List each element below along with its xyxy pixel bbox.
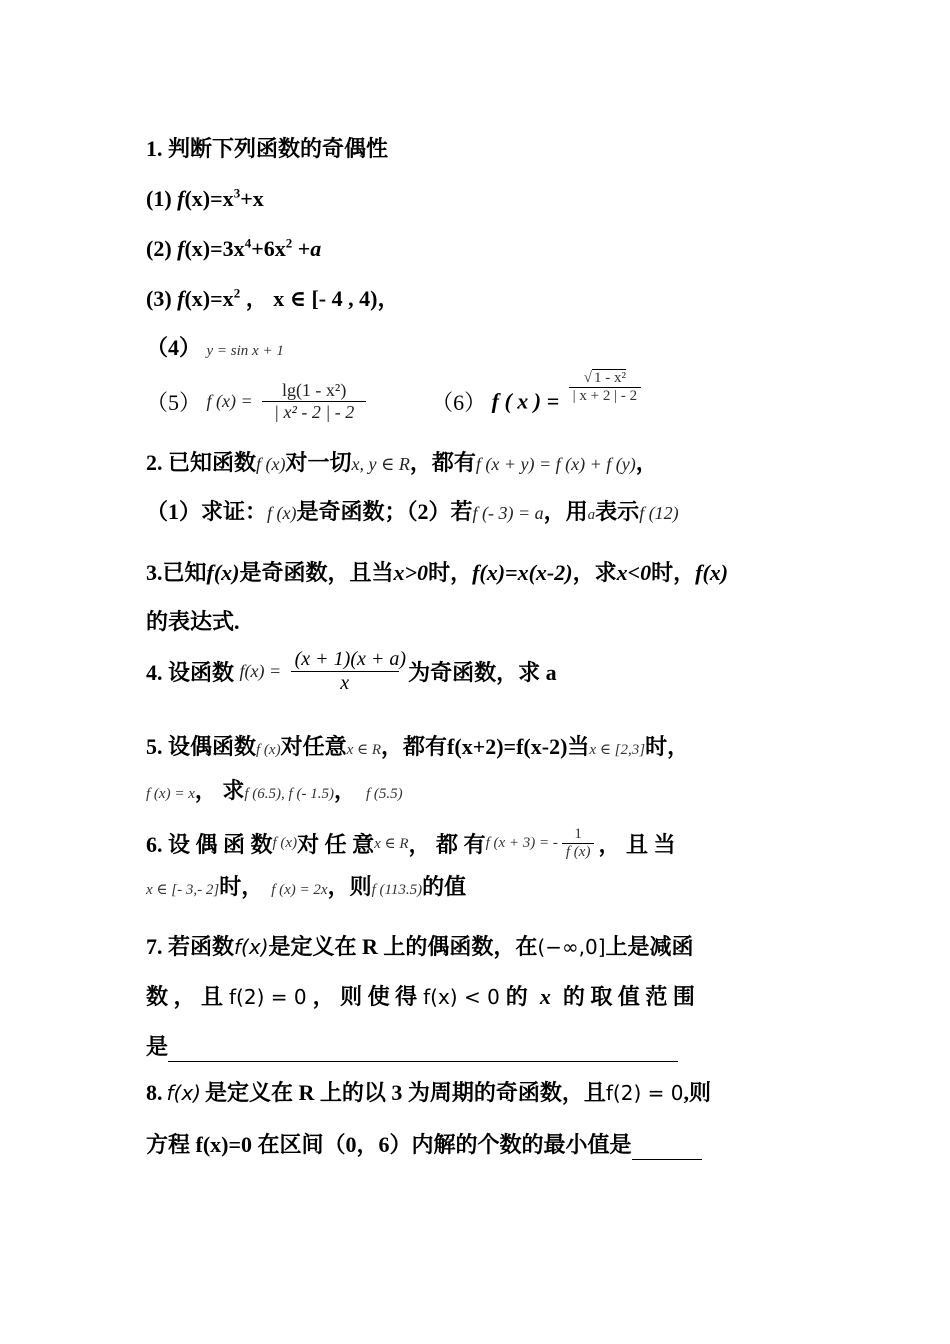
q4-lhs: f(x) = xyxy=(239,661,282,681)
q2-target: f (12) xyxy=(639,503,679,523)
q1-part1-f: f xyxy=(177,186,185,211)
q5-domain: x ∈ R xyxy=(346,742,382,758)
q5-condition: ，都有f(x+2)=f(x-2)当 xyxy=(381,734,590,759)
q8-then-text: ,则 xyxy=(683,1080,711,1105)
q7-decreasing-text: 上是减函 xyxy=(605,934,694,959)
q1-part4-expr: y = sin x + 1 xyxy=(206,343,284,359)
q8-condition: f(2) = 0 xyxy=(605,1081,684,1105)
q1-part2-exp1: 4 xyxy=(244,235,252,251)
q1-part2-plus: + xyxy=(292,236,311,261)
q5-comma: ， xyxy=(333,778,356,803)
q3-eq: f(x)=x(x-2) xyxy=(472,560,573,585)
q4-line xyxy=(146,648,557,695)
q1-title: 1. 判断下列函数的奇偶性 xyxy=(146,136,389,161)
q1-part1-tail: +x xyxy=(240,186,264,211)
q3-intro: 3.已知 xyxy=(146,560,207,585)
q1-part3-expr: (x)=x xyxy=(184,286,234,311)
q3-f2: f(x) xyxy=(695,560,729,585)
q6-value: f (113.5) xyxy=(371,882,423,898)
q1-part2-label: (2) xyxy=(146,236,178,261)
q7-intro: 7. 若函数 xyxy=(146,934,235,959)
q7-answer-blank[interactable] xyxy=(168,1037,678,1062)
q1-part5-label: （5） xyxy=(146,390,202,415)
q3-when-text-2: 时， xyxy=(651,560,696,585)
q6-has-text: ， 都 有 xyxy=(408,832,486,857)
q3-odd-text: 是奇函数，且当 xyxy=(239,560,394,585)
q4-tail: 为奇函数，求 a xyxy=(408,660,557,685)
q5-line1 xyxy=(146,732,689,765)
q6-intro: 6. 设 偶 函 数 xyxy=(146,832,273,857)
q5-def: f (x) = x xyxy=(146,786,195,802)
q8-periodic-text: 是定义在 R 上的以 3 为周期的奇函数，且 xyxy=(204,1080,606,1105)
q1-part6-fraction xyxy=(569,370,641,405)
q7-condition: f(2) = 0 xyxy=(229,985,307,1009)
q1-part6-lhs: f ( x ) = xyxy=(491,388,560,414)
q3-find-text: ，求 xyxy=(572,560,617,585)
q2-equation: f (x + y) = f (x) + f (y) xyxy=(475,454,636,474)
q1-part6-numerator: √ 1 - x² xyxy=(569,370,641,388)
q7-line2 xyxy=(146,982,695,1012)
q8-answer-blank[interactable] xyxy=(632,1135,702,1160)
q1-part6-sqrt: 1 - x² xyxy=(594,370,627,386)
q2-line1 xyxy=(146,448,658,479)
q1-part3-f: f xyxy=(177,286,185,311)
q8-question: 方程 f(x)=0 在区间（0，6）内解的个数的最小值是 xyxy=(146,1132,632,1157)
q7-line1 xyxy=(146,932,694,962)
q1-part3-label: (3) xyxy=(146,286,178,311)
q6-fraction xyxy=(562,826,595,861)
q3-cond1: x>0 xyxy=(393,560,429,585)
q1-part2 xyxy=(146,234,321,264)
q3-line1 xyxy=(146,558,728,588)
q5-values: f (6.5), f (- 1.5) xyxy=(244,786,334,802)
q2-intro: 2. 已知函数 xyxy=(146,450,257,475)
q1-part2-f: f xyxy=(177,236,185,261)
q6-lhs: f (x + 3) = - xyxy=(485,835,558,851)
q3-line2: 的表达式. xyxy=(146,609,240,634)
q1-part5-fraction xyxy=(262,380,366,423)
q8-line1 xyxy=(146,1078,711,1108)
q5-intro: 5. 设偶函数 xyxy=(146,734,257,759)
q7-make-text: ， 则 使 得 xyxy=(312,984,418,1009)
q6-line2 xyxy=(146,872,466,905)
q6-domain: x ∈ R xyxy=(374,836,409,852)
q8-line2 xyxy=(146,1130,702,1160)
q2-comma: ， xyxy=(635,450,658,475)
q7-and-text: 数 ， 且 xyxy=(146,984,224,1009)
q1-part5-lhs: f (x) = xyxy=(206,391,253,411)
q7-range-text: 的 取 值 范 围 xyxy=(562,984,695,1009)
q1-part4 xyxy=(146,333,284,366)
q6-range: x ∈ [- 3,- 2] xyxy=(146,882,220,898)
q2-express-text: 表示 xyxy=(595,499,640,524)
q5-find-text: ， 求 xyxy=(194,778,245,803)
q5-last-value: f (5.5) xyxy=(365,786,403,802)
q7-interval: (−∞,0] xyxy=(537,935,606,959)
q1-part5-denominator: | x² - 2 | - 2 xyxy=(274,402,355,422)
q6-any-text: 对 任 意 xyxy=(297,832,375,857)
q1-part2-a: a xyxy=(310,236,322,261)
q2-odd-function-text: 是奇函数；（2）若 xyxy=(296,499,473,524)
q1-part2-exp2: 2 xyxy=(285,235,293,251)
q1-part6-denominator: | x + 2 | - 2 xyxy=(572,388,638,404)
q1-part2-mid: +6x xyxy=(251,236,286,261)
q6-line1 xyxy=(146,826,675,861)
q5-when-text: 时， xyxy=(645,734,690,759)
q1-part1-expr: (x)=x xyxy=(184,186,234,211)
q5-any-text: 对任意 xyxy=(280,734,347,759)
q2-a-var: a xyxy=(587,507,596,523)
q2-function: f (x) xyxy=(256,454,286,474)
q2-line2 xyxy=(146,497,679,530)
q1-part5-6 xyxy=(146,370,645,423)
q6-function: f (x) xyxy=(272,835,298,851)
q6-tail: 的值 xyxy=(422,874,467,899)
q3-f1: f(x) xyxy=(206,560,240,585)
q1-part3-tail: ， x ∈ [- 4 , 4)， xyxy=(240,286,400,311)
q1-part6-label: （6） xyxy=(431,390,487,415)
q6-then-text: ，则 xyxy=(327,874,372,899)
q2-text-for-all: 对一切 xyxy=(285,450,352,475)
q5-line2 xyxy=(146,776,403,809)
q6-denominator: f (x) xyxy=(565,844,591,860)
q4-intro: 4. 设函数 xyxy=(146,660,235,685)
q1-part1-label: (1) xyxy=(146,186,178,211)
q3-when-text: 时， xyxy=(428,560,473,585)
q4-numerator: (x + 1)(x + a) xyxy=(291,648,399,672)
q6-when-text: ， 且 当 xyxy=(598,832,676,857)
q3-cond2: x<0 xyxy=(616,560,652,585)
q2-prove: （1）求证： xyxy=(146,499,268,524)
q7-even-text: 是定义在 R 上的偶函数，在 xyxy=(268,934,538,959)
q8-function: f(x) xyxy=(166,1081,201,1105)
q1-part3 xyxy=(146,284,399,314)
q2-condition: f (- 3) = a xyxy=(472,503,544,523)
q7-inequality: f(x) < 0 xyxy=(423,985,500,1009)
q4-fraction xyxy=(291,648,407,695)
q7-x: x xyxy=(539,984,551,1009)
q2-domain: x, y ∈ R xyxy=(351,454,410,474)
q5-range: x ∈ [2,3] xyxy=(589,742,646,758)
q8-intro: 8. xyxy=(146,1080,163,1105)
q6-when-2: 时， xyxy=(219,874,264,899)
q7-of-text: 的 xyxy=(505,984,528,1009)
q5-function: f (x) xyxy=(256,742,281,758)
q1-part1 xyxy=(146,184,264,214)
q7-function: f(x) xyxy=(234,935,269,959)
q2-function-2: f (x) xyxy=(267,503,297,523)
q1-part2-expr: (x)=3x xyxy=(184,236,245,261)
q7-line3 xyxy=(146,1032,678,1062)
q4-denominator: x xyxy=(340,672,350,694)
q1-part5-numerator: lg(1 - x²) xyxy=(262,380,366,402)
q1-part4-label: （4） xyxy=(146,335,202,360)
q1-part3-exp: 2 xyxy=(233,285,241,301)
q6-def: f (x) = 2x xyxy=(271,882,328,898)
q2-use-text: ，用 xyxy=(543,499,588,524)
q1-part1-exp: 3 xyxy=(233,185,241,201)
q6-numerator: 1 xyxy=(562,826,595,844)
q2-text-has: ，都有 xyxy=(409,450,476,475)
q7-is-text: 是 xyxy=(146,1034,169,1059)
